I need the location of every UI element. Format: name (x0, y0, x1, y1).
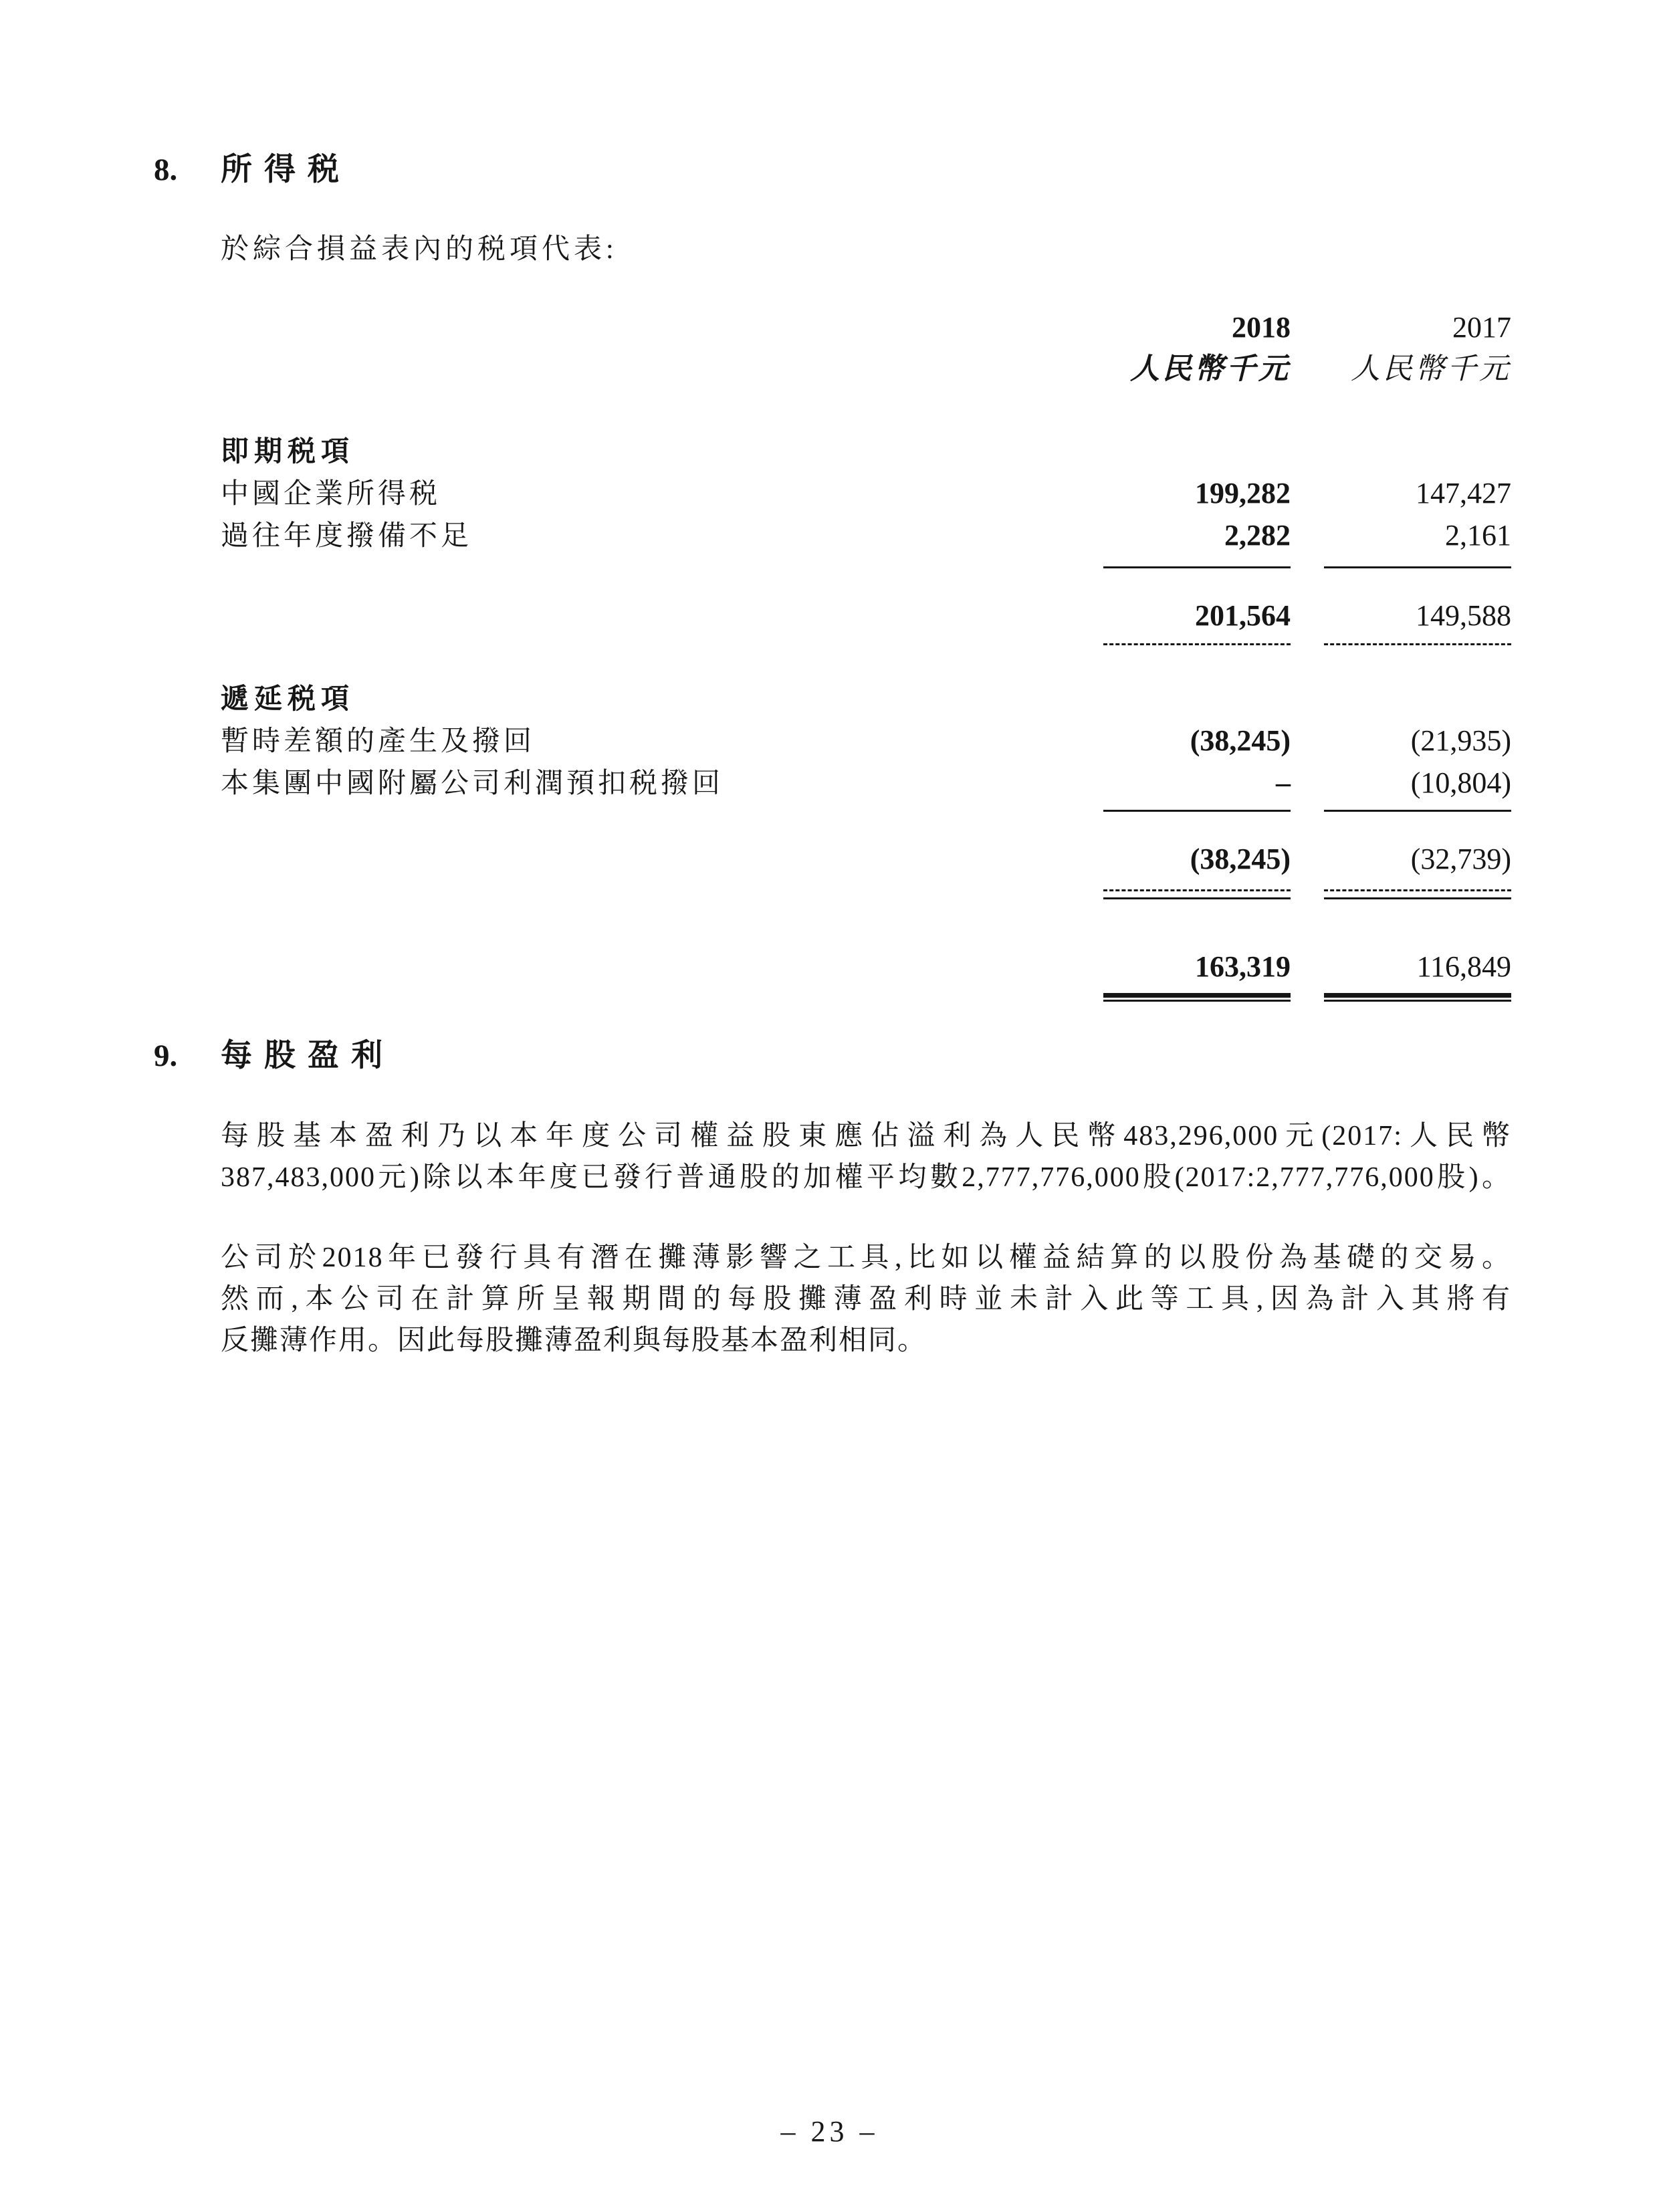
cell-2018: 2,282 (1224, 519, 1291, 552)
section-8-title: 所得税 (221, 152, 351, 187)
dashed-rule (1324, 643, 1511, 645)
unit-header-2018: 人民幣千元 (1130, 352, 1291, 385)
section-9-number: 9. (154, 1038, 178, 1073)
section-9-heading (154, 1036, 1511, 1075)
unit-header-2017: 人民幣千元 (1351, 352, 1511, 385)
section-9-title: 每股盈利 (221, 1038, 395, 1073)
section-8-intro: 於綜合損益表內的税項代表: (221, 234, 618, 265)
table-row (221, 720, 1511, 762)
double-rule-row (221, 993, 1511, 1002)
single-rule-row (221, 566, 1511, 568)
single-rule (1103, 810, 1291, 812)
section-8-body (221, 232, 1511, 1002)
deferred-tax-header-row (221, 679, 1511, 720)
cell-2018: (38,245) (1190, 724, 1291, 757)
row-label: 暫時差額的產生及撥回 (221, 726, 536, 757)
deferred-tax-header: 遞延税項 (221, 684, 355, 715)
table-row (221, 762, 1511, 804)
total-2018: 163,319 (1195, 950, 1291, 983)
section-earnings-per-share (154, 1036, 1511, 1361)
table-row (221, 515, 1511, 557)
section-9-body (221, 1115, 1511, 1361)
paragraph-line: 然而,本公司在計算所呈報期間的每股攤薄盈利時並未計入此等工具,因為計入其將有 (221, 1284, 1511, 1315)
double-rule (1324, 993, 1511, 1002)
cell-2017: (21,935) (1410, 724, 1511, 757)
dashed-solid-rule (1324, 889, 1511, 899)
column-header-2017: 2017 (1452, 311, 1511, 344)
income-tax-table (221, 307, 1511, 1002)
paragraph-line: 每股基本盈利乃以本年度公司權益股東應佔溢利為人民幣483,296,000元(2017:人民幣 (221, 1121, 1511, 1151)
deferred-tax-subtotal-row (221, 839, 1511, 880)
column-header-2018: 2018 (1232, 311, 1291, 344)
paragraph-line: 387,483,000元)除以本年度已發行普通股的加權平均數2,777,776,000股(2017:2,777,776,000股)。 (221, 1162, 1511, 1193)
table-year-header-row (221, 307, 1511, 348)
section-8-heading (154, 150, 1511, 189)
dashed-solid-rule (1103, 889, 1291, 899)
subtotal-2018: (38,245) (1190, 843, 1291, 875)
row-label: 中國企業所得税 (221, 479, 441, 510)
cell-2018: 199,282 (1195, 477, 1291, 510)
subtotal-2017: (32,739) (1410, 843, 1511, 875)
diluted-eps-paragraph (221, 1237, 1511, 1361)
double-rule (1103, 993, 1291, 1002)
paragraph-line: 反攤薄作用。因此每股攤薄盈利與每股基本盈利相同。 (221, 1325, 927, 1356)
cell-2017: 147,427 (1416, 477, 1511, 510)
single-rule (1324, 566, 1511, 568)
dashed-rule (1103, 643, 1291, 645)
total-row (221, 946, 1511, 988)
current-tax-header-row (221, 431, 1511, 473)
subtotal-2017: 149,588 (1416, 599, 1511, 632)
current-tax-header: 即期税項 (221, 437, 355, 467)
section-income-tax (154, 150, 1511, 1002)
paragraph-line: 公司於2018年已發行具有潛在攤薄影響之工具,比如以權益結算的以股份為基礎的交易。 (221, 1242, 1511, 1273)
single-rule (1103, 566, 1291, 568)
row-label: 本集團中國附屬公司利潤預扣税撥回 (221, 768, 724, 799)
dashed-solid-rule-row (221, 889, 1511, 899)
single-rule (1324, 810, 1511, 812)
cell-2017: (10,804) (1410, 766, 1511, 799)
cell-2018: – (1276, 766, 1291, 799)
cell-2017: 2,161 (1445, 519, 1511, 552)
table-row (221, 473, 1511, 515)
dashed-rule-row (221, 643, 1511, 645)
total-2017: 116,849 (1416, 950, 1511, 983)
row-label: 過往年度撥備不足 (221, 521, 473, 552)
page-number: – 23 – (780, 2115, 879, 2148)
single-rule-row (221, 810, 1511, 812)
subtotal-2018: 201,564 (1195, 599, 1291, 632)
current-tax-subtotal-row (221, 595, 1511, 637)
section-8-number: 8. (154, 152, 178, 187)
basic-eps-paragraph (221, 1115, 1511, 1198)
table-unit-header-row (221, 348, 1511, 390)
